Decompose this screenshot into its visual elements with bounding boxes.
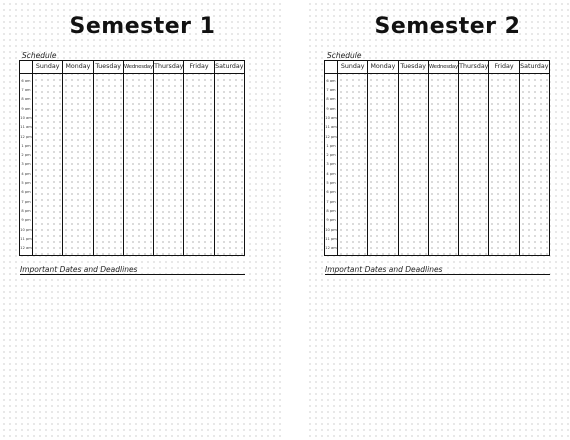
- time-label: 3 pm: [21, 162, 31, 167]
- day-header-friday: Friday: [488, 61, 518, 73]
- time-label: 8 am: [21, 97, 31, 102]
- time-label: 10 am: [325, 115, 337, 120]
- page-title: Semester 1: [69, 14, 216, 39]
- schedule-body: [20, 74, 244, 255]
- time-header-cell: [20, 61, 32, 73]
- page-gutter: [285, 0, 305, 440]
- time-label: 12 am: [20, 246, 32, 251]
- day-column-saturday[interactable]: [214, 74, 244, 255]
- schedule-body: [325, 74, 549, 255]
- time-label: 9 pm: [326, 218, 336, 223]
- time-label: 4 pm: [21, 171, 31, 176]
- time-label: 8 pm: [326, 209, 336, 214]
- time-label: 12 pm: [325, 134, 337, 139]
- time-column: [20, 74, 32, 255]
- day-column-monday[interactable]: [62, 74, 92, 255]
- time-label: 11 am: [20, 125, 32, 130]
- day-header-sunday: Sunday: [337, 61, 367, 73]
- time-label: 6 am: [21, 78, 31, 83]
- schedule-grid: [324, 60, 550, 256]
- time-label: 8 pm: [21, 209, 31, 214]
- time-label: 7 pm: [21, 199, 31, 204]
- time-label: 11 pm: [20, 236, 32, 241]
- time-label: 8 am: [326, 97, 336, 102]
- day-column-sunday[interactable]: [337, 74, 367, 255]
- time-label: 3 pm: [326, 162, 336, 167]
- time-label: 4 pm: [326, 171, 336, 176]
- day-column-friday[interactable]: [488, 74, 518, 255]
- day-header-monday: Monday: [367, 61, 397, 73]
- time-label: 9 pm: [21, 218, 31, 223]
- time-label: 9 am: [326, 106, 336, 111]
- schedule-grid: [19, 60, 245, 256]
- page-title: Semester 2: [374, 14, 521, 39]
- day-column-monday[interactable]: [367, 74, 397, 255]
- day-header-wednesday: Wednesday: [123, 61, 153, 73]
- time-label: 2 pm: [326, 153, 336, 158]
- time-label: 12 pm: [20, 134, 32, 139]
- schedule-label: Schedule: [22, 51, 57, 60]
- day-header-saturday: Saturday: [519, 61, 549, 73]
- day-column-tuesday[interactable]: [398, 74, 428, 255]
- day-header-wednesday: Wednesday: [428, 61, 458, 73]
- day-column-wednesday[interactable]: [428, 74, 458, 255]
- important-dates-label: Important Dates and Deadlines: [20, 265, 138, 274]
- schedule-header-row: [20, 61, 244, 74]
- time-label: 2 pm: [21, 153, 31, 158]
- time-label: 1 pm: [326, 143, 336, 148]
- day-column-thursday[interactable]: [153, 74, 183, 255]
- semester-2-page: [305, 0, 570, 440]
- time-label: 7 pm: [326, 199, 336, 204]
- time-header-cell: [325, 61, 337, 73]
- time-label: 6 pm: [326, 190, 336, 195]
- day-header-sunday: Sunday: [32, 61, 62, 73]
- time-label: 1 pm: [21, 143, 31, 148]
- day-header-saturday: Saturday: [214, 61, 244, 73]
- day-header-thursday: Thursday: [458, 61, 488, 73]
- time-label: 6 am: [326, 78, 336, 83]
- day-header-tuesday: Tuesday: [93, 61, 123, 73]
- schedule-label: Schedule: [327, 51, 362, 60]
- day-column-sunday[interactable]: [32, 74, 62, 255]
- important-dates-rule: [20, 274, 245, 275]
- day-column-thursday[interactable]: [458, 74, 488, 255]
- time-label: 9 am: [21, 106, 31, 111]
- day-header-thursday: Thursday: [153, 61, 183, 73]
- day-column-wednesday[interactable]: [123, 74, 153, 255]
- time-column: [325, 74, 337, 255]
- day-column-friday[interactable]: [183, 74, 213, 255]
- schedule-header-row: [325, 61, 549, 74]
- time-label: 10 pm: [325, 227, 337, 232]
- day-column-saturday[interactable]: [519, 74, 549, 255]
- important-dates-rule: [325, 274, 550, 275]
- time-label: 11 pm: [325, 236, 337, 241]
- time-label: 10 am: [20, 115, 32, 120]
- time-label: 5 pm: [21, 181, 31, 186]
- important-dates-label: Important Dates and Deadlines: [325, 265, 443, 274]
- time-label: 7 am: [21, 87, 31, 92]
- day-header-monday: Monday: [62, 61, 92, 73]
- time-label: 5 pm: [326, 181, 336, 186]
- day-header-friday: Friday: [183, 61, 213, 73]
- day-header-tuesday: Tuesday: [398, 61, 428, 73]
- time-label: 7 am: [326, 87, 336, 92]
- day-column-tuesday[interactable]: [93, 74, 123, 255]
- time-label: 10 pm: [20, 227, 32, 232]
- time-label: 12 am: [325, 246, 337, 251]
- time-label: 6 pm: [21, 190, 31, 195]
- time-label: 11 am: [325, 125, 337, 130]
